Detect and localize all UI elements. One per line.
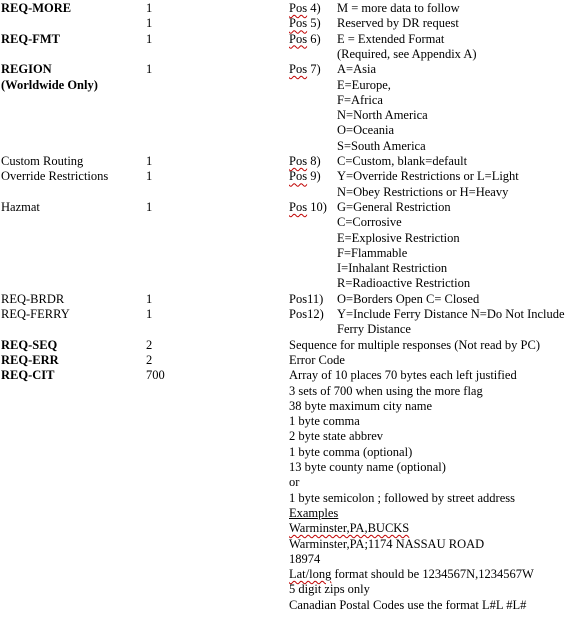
field-description: G=General Restriction xyxy=(337,199,451,214)
field-length: 1 xyxy=(146,31,153,46)
field-position: Pos 7) xyxy=(289,62,321,77)
field-name: REQ-ERR xyxy=(1,352,59,367)
field-description: N=North America xyxy=(337,108,428,123)
field-name: REQ-MORE xyxy=(1,1,72,15)
field-position: Pos 5) xyxy=(289,16,321,31)
field-length: 1 xyxy=(146,1,153,15)
field-description: S=South America xyxy=(337,138,426,153)
cit-note: 1 byte comma xyxy=(289,414,360,429)
cit-note: 2 byte state abbrev xyxy=(289,429,384,444)
example-line: 18974 xyxy=(289,551,321,566)
field-description: F=Africa xyxy=(337,92,383,107)
zip-note: 5 digit zips only xyxy=(289,582,370,597)
field-length: 1 xyxy=(146,62,153,77)
field-description: F=Flammable xyxy=(337,245,408,260)
cit-note: 13 byte county name (optional) xyxy=(289,460,446,474)
example-line: Warminster,PA,BUCKS xyxy=(289,521,410,536)
field-description: A=Asia xyxy=(337,62,376,77)
field-description: (Required, see Appendix A) xyxy=(337,46,477,61)
field-name: Hazmat xyxy=(1,199,40,214)
field-length: 1 xyxy=(146,169,153,184)
field-description: E=Europe, xyxy=(337,77,391,92)
cit-note: 38 byte maximum city name xyxy=(289,398,433,413)
field-name: REQ-SEQ xyxy=(1,337,58,352)
field-name: Override Restrictions xyxy=(1,169,109,184)
field-description: Y=Include Ferry Distance N=Do Not Include xyxy=(337,307,565,321)
field-description: Reserved by DR request xyxy=(337,16,459,31)
field-description: R=Radioactive Restriction xyxy=(337,276,471,291)
field-description: O=Oceania xyxy=(337,123,395,138)
cit-note: 1 byte semicolon ; followed by street address xyxy=(289,490,515,505)
field-description: M = more data to follow xyxy=(337,1,460,15)
field-length: 1 xyxy=(146,307,153,321)
field-name: REQ-BRDR xyxy=(1,291,65,306)
latlong-word: Lat/long xyxy=(289,567,332,582)
field-length: 1 xyxy=(146,199,153,214)
field-position: Pos11) xyxy=(289,291,324,306)
latlong-note xyxy=(289,567,534,582)
field-name: REGION xyxy=(1,62,52,77)
example-line: Warminster,PA;1174 NASSAU ROAD xyxy=(289,536,485,551)
field-position: Pos 10) xyxy=(289,199,327,214)
field-length: 700 xyxy=(146,368,165,383)
field-position: Pos 6) xyxy=(289,31,321,46)
examples-heading: Examples xyxy=(289,505,339,520)
field-name: REQ-CIT xyxy=(1,368,55,383)
field-name: REQ-FERRY xyxy=(1,307,70,321)
cit-note: 1 byte comma (optional) xyxy=(289,444,413,459)
field-description: O=Borders Open C= Closed xyxy=(337,291,480,306)
field-description: Error Code xyxy=(289,352,345,367)
field-description: N=Obey Restrictions or H=Heavy xyxy=(337,184,509,199)
field-position: Pos 8) xyxy=(289,154,321,168)
field-description: Y=Override Restrictions or L=Light xyxy=(337,169,519,184)
field-name: REQ-FMT xyxy=(1,31,61,46)
field-name: Custom Routing xyxy=(1,154,84,168)
field-description: C=Corrosive xyxy=(337,215,402,230)
field-description: E=Explosive Restriction xyxy=(337,230,460,245)
field-description: Array of 10 places 70 bytes each left justified xyxy=(289,368,517,383)
latlong-rest: format should be 1234567N,1234567W xyxy=(331,567,534,582)
canada-note: Canadian Postal Codes use the format L#L #L# xyxy=(289,597,527,612)
field-position: Pos12) xyxy=(289,307,324,321)
field-description: C=Custom, blank=default xyxy=(337,154,468,168)
field-length: 1 xyxy=(146,291,153,306)
field-length: 2 xyxy=(146,337,153,352)
field-length: 1 xyxy=(146,16,153,31)
field-length: 1 xyxy=(146,154,153,168)
field-description: E = Extended Format xyxy=(337,31,445,46)
field-length: 2 xyxy=(146,352,153,367)
field-position: Pos 9) xyxy=(289,169,321,184)
cit-note: 3 sets of 700 when using the more flag xyxy=(289,383,483,398)
field-description: Ferry Distance xyxy=(337,322,411,337)
field-position: Pos 4) xyxy=(289,1,321,15)
field-description: Sequence for multiple responses (Not read by PC) xyxy=(289,337,540,352)
field-name: (Worldwide Only) xyxy=(1,77,98,92)
cit-note: or xyxy=(289,475,300,490)
field-description: I=Inhalant Restriction xyxy=(337,261,448,276)
